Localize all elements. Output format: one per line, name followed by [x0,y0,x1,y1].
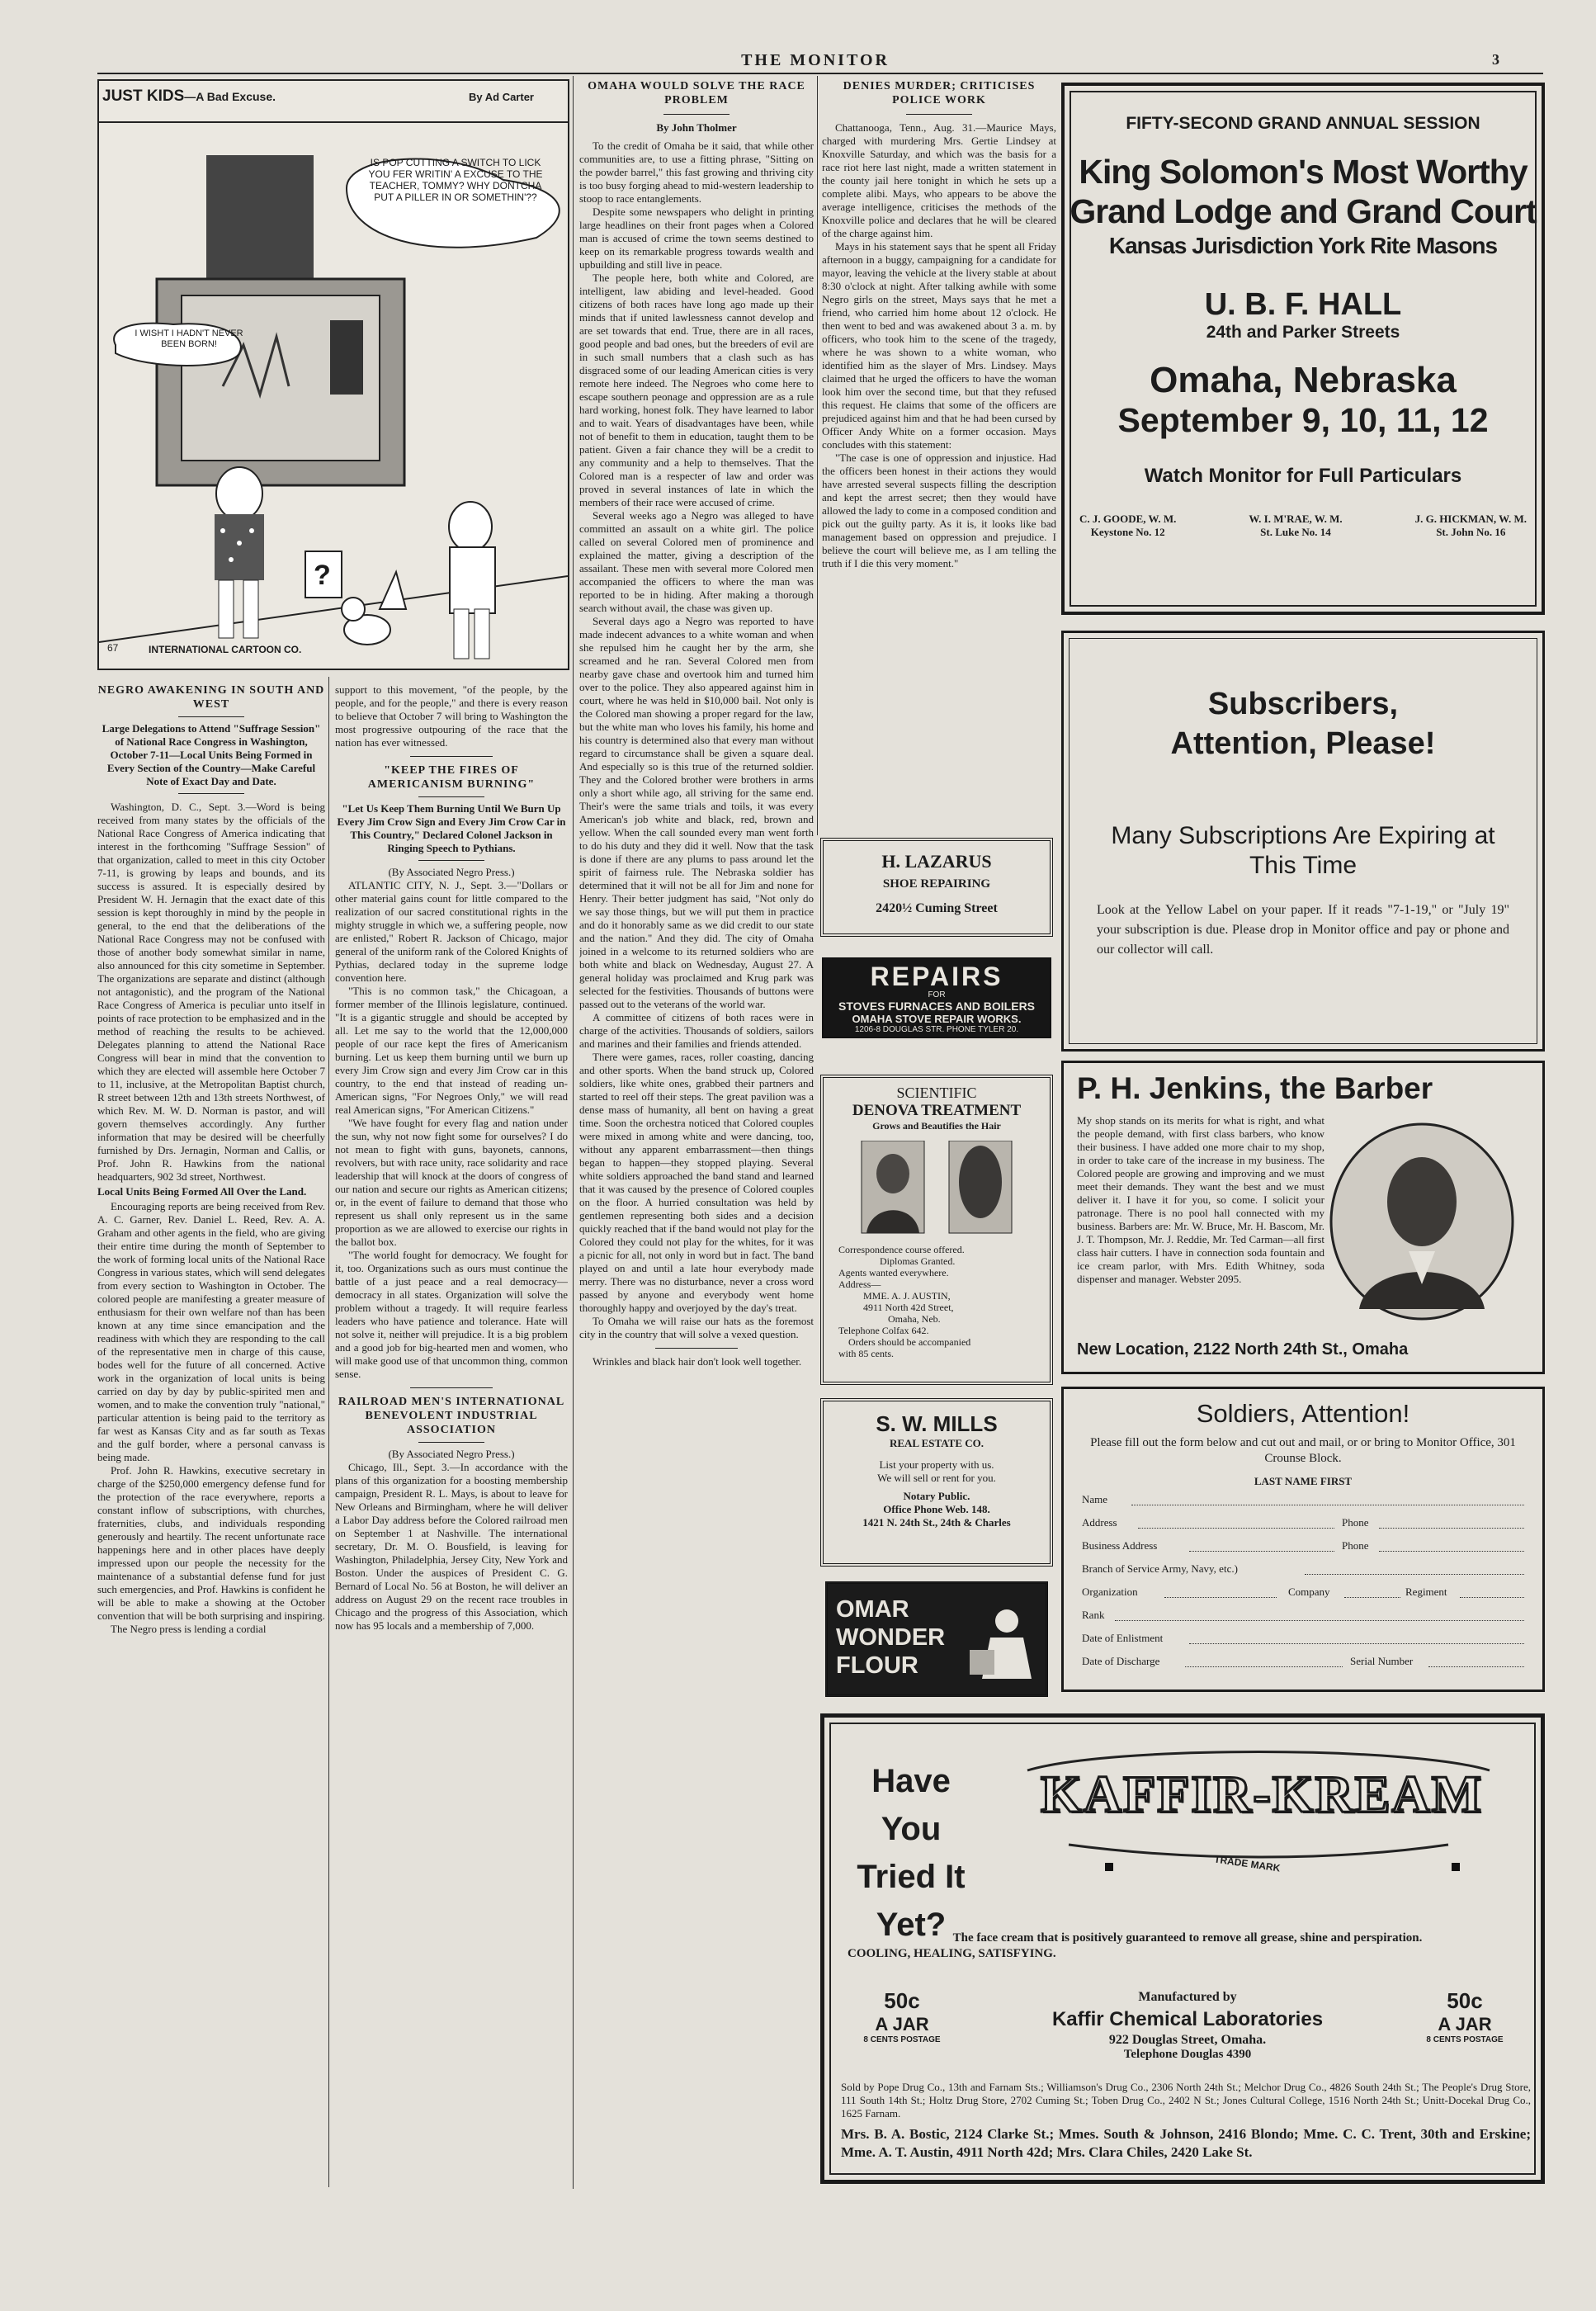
kaffir-price: 50c [884,1988,920,2013]
article-headline: NEGRO AWAKENING IN SOUTH AND WEST [97,684,325,711]
omar-figure-icon [970,1600,1044,1683]
ad-denova-line: Correspondence course offered. [838,1244,965,1255]
ad-repairs [822,957,1051,1038]
ad-kaffir-kream [820,1713,1545,2184]
column-divider [817,76,818,835]
column-1 [97,683,325,2194]
business-phone-field[interactable] [1379,1551,1524,1552]
form-label: Regiment [1405,1586,1447,1598]
form-label: Name [1082,1493,1108,1505]
article-headline: "KEEP THE FIRES OF AMERICANISM BURNING" [367,764,536,791]
officer-name: C. J. GOODE, W. M. [1079,513,1177,525]
ad-grand-lodge [1061,83,1545,615]
ad-mills-line: 1421 N. 24th St., 24th & Charles [862,1516,1011,1529]
ad-lazarus [820,838,1053,937]
kaffir-price: 50c [1447,1988,1483,2013]
article-paragraph: Washington, D. C., Sept. 3.—Word is being received from many states by the officials of the National Race Congress of America indicating that interest in the forthcoming "Suffrage Session" of that organization, called to meet in this city October 7-11, is growing by leaps and bounds, and its success is assured. It is especially desired by President W. H. Jernagin that the exact date of this session is kept thoroughly in mind by the people in general, to the end that the deliberations of the National Race Congress may not be confused with those of another body somewhat similar in name, also announced for this city sometime in September. The organizations are separate and distinct (although not antagonistic), and the program of the National Race Congress of America is peculiar unto itself in points of race protection to be emphasized and in the method of reaching the results to be achieved. Delegates planning to attend the National Race Congress will bear in mind that the convention to which they are elected will assemble here October 7 to 11, inclusive, at the Metropolitan Baptist church, R street between 12th and 13th streets Northwest, of which Rev. M. W. D. Norman is pastor, and will govern themselves accordingly. Any further information that may be desired will be cheerfully furnished by Drs. Jernagin, Norman and Callis, or Prof. John R. Hawkins from the national headquarters, 902 3d street, Northwest. [97,801,325,1183]
kaffir-question-3: Yet? [876,1907,947,1943]
ad-denova-tagline: Grows and Beautifies the Hair [872,1120,1001,1132]
ad-grand-top: FIFTY-SECOND GRAND ANNUAL SESSION [1126,114,1480,133]
ad-denova-portraits [833,1141,1040,1240]
officer-lodge: St. Luke No. 14 [1260,526,1331,538]
barber-location: New Location, 2122 North 24th St., Omaha [1077,1340,1409,1359]
ad-grand-city: Omaha, Nebraska [1150,360,1457,400]
article-deck: "Let Us Keep Them Burning Until We Burn Up Every Jim Crow Sign and Every Jim Crow Car in This Country," Declared Colonel Jackson in Ringing Speech to Pythians. [337,802,566,854]
form-label: Business Address [1082,1539,1158,1552]
regiment-field[interactable] [1460,1597,1524,1598]
article-paragraph: "The world fought for democracy. We fought for it, too. Organizations such as ours must continue the battle of a just peace and a real democracy—democracy in all states. Organization will solve the problem without a tragedy. It will require fearless leaders who have patience and tolerance. Hate will not solve it, neither will prejudice. It is a big problem and a good job for big-hearted men and women, who will make good use of that uncommon thing, common sense. [335,1249,568,1380]
ad-repairs-line1: STOVES FURNACES AND BOILERS [838,1000,1036,1013]
officer-name: J. G. HICKMAN, W. M. [1414,513,1527,525]
article-paragraph: To the credit of Omaha be it said, that while other communities are, to use a fitting phrase, "Sitting on the powder barrel," this fast growing and thriving city is too busy forging ahead to mid-western leadership to stoop to race entanglements. [579,139,814,205]
comic-balloon-2: I WISHT I HADN'T NEVER BEEN BORN! [135,328,243,349]
article-headline: OMAHA WOULD SOLVE THE RACE PROBLEM [588,80,805,106]
address-field[interactable] [1138,1528,1334,1529]
ad-lazarus-address: 2420½ Cuming Street [876,901,998,915]
kaffir-telephone: Telephone Douglas 4390 [1123,2048,1252,2061]
column-2 [335,683,568,2194]
ad-denova-line: MME. A. J. AUSTIN, [863,1290,951,1302]
soldiers-instructions: Please fill out the form below and cut out and mail, or or bring to Monitor Office, 301 Crounse Block. [1090,1436,1516,1465]
article-byline: By John Tholmer [656,121,737,134]
column-divider [573,76,574,2189]
masthead-title: THE MONITOR [741,51,890,69]
phone-field[interactable] [1379,1528,1524,1529]
rank-field[interactable] [1115,1620,1524,1621]
article-paragraph: "We have fought for every flag and nation under the sun, why not now fight some for ourselves? I do not mean to fight with guns, bayonets, cannons, revolvers, but with race unity, race solidarity and race leadership that will knock at the doors of congress of our nation and secure our rights as American citizens; or, in the event of failure to demand that those who represent us shall only represent us in the same proportion as we are allowed to exercise our rights in the ballot box. [335,1117,568,1248]
ad-omar-line: FLOUR [836,1652,918,1679]
article-paragraph: The Negro press is lending a cordial [111,1623,267,1635]
barber-portrait [1326,1119,1518,1324]
kaffir-agents: Mrs. B. A. Bostic, 2124 Clarke St.; Mmes. South & Johnson, 2416 Blondo; Mme. C. C. Trent, 30th and Erskine; Mme. A. T. Austin, 4911 North 42d; Mrs. Clara Chiles, 2420 Lake St. [841,2126,1531,2160]
comic-subtitle: —A Bad Excuse. [184,90,276,103]
article-paragraph: "This is no common task," the Chicagoan, a former member of the Illinois legislature, continued. "It is a gigantic struggle and should be accepted by all. Let me say to the world that the 12,000,000 people of our race kept the fires of Americanism burning. Let us keep them burning until we burn up every Jim Crow sign and every Jim Crow car in this country, to the end that instead of reading un-American signs, "For Negroes Only," we will read real American signs, "For American Citizens." [335,985,568,1116]
ad-denova-line: Orders should be accompanied [848,1336,971,1348]
kaffir-company: Kaffir Chemical Laboratories [1051,2008,1324,2030]
ad-mills-sub: REAL ESTATE CO. [889,1437,985,1449]
article-paragraph: Despite some newspapers who delight in printing large headlines on their front pages when a Colored man is accused of crime the town seems destined to keep on its remarkable progress towards wealth and upbuilding and still live in peace. [579,206,814,271]
kaffir-jar: A JAR [875,2014,929,2035]
ad-omar-line: WONDER [836,1624,946,1651]
ad-grand-hall: U. B. F. HALL [1204,287,1402,322]
comic-strip [97,79,569,670]
kaffir-sold-by: Sold by Pope Drug Co., 13th and Farnam Sts.; Williamson's Drug Co., 2306 North 24th St.; Melchor Drug Co., 4826 South 24th St.; The People's Drug Store, 111 South 14th St.; Holtz Drug Store, 2702 Cuming St.; Toben Drug Co., 2402 N St.; Jones Cultural College, 1516 North 24th St.; Unitt-Docekal Drug Co., 1625 Farnam. [841,2081,1531,2120]
ad-denova-line: Omaha, Neb. [888,1313,941,1325]
subs-body: Look at the Yellow Label on your paper. If it reads "7-1-19," or "July 19" your subscription is due. Please drop in Monitor office and pay or phone and our collector will call. [1097,903,1509,957]
ad-repairs-line3: 1206-8 DOUGLAS STR. PHONE TYLER 20. [854,1025,1019,1034]
page-number: 3 [1492,51,1499,68]
ad-denova-line: Diplomas Granted. [880,1255,956,1267]
officer-lodge: Keystone No. 12 [1090,526,1165,538]
ad-denova-title1: SCIENTIFIC [896,1085,977,1101]
form-label: Address [1082,1516,1117,1529]
article-paragraph: ATLANTIC CITY, N. J., Sept. 3.—"Dollars or other material gains count for little compared to the realization of our sacred constitutional rights in the mighty struggle in which we, a suffering people, now are enlisted," Robert R. Jackson of Chicago, major general of the uniform rank of the Colored Knights of Pythias, declared today in the supreme lodge convention here. [335,879,568,984]
article-paragraph: Prof. John R. Hawkins, executive secretary in charge of the $250,000 emergency defense fund for the protection of the race everywhere, reports a constant inflow of subscriptions, with churches, fraternities, clubs, and individuals responding generously and heartily. The recent unfortunate race happenings here and in other places have deeply impressed upon our people the necessity for the maintenance of a substantial defense fund for just such emergencies, and Prof. Hawkins is confident he will be able to make a showing at the October convention that will be both surprising and inspiring. [97,1464,325,1622]
branch-field[interactable] [1305,1574,1524,1575]
company-field[interactable] [1344,1597,1400,1598]
ad-omar-line: OMAR [836,1596,909,1623]
barber-body: My shop stands on its merits for what is right, and what the people demand, with first class barbers, who know their business. I have added one more chair to my shop, in order to take care of the increase in my business. The Colored people are growing and improving and we must meet their demands. They want the best and we must deliver it. I have it for you, so come. I solicit your patronage. There is no pool hall connected with my business. Barbers are: Mr. W. Bruce, Mr. H. Bascom, Mr. J. T. Thompson, Mr. J. Reddie, Mr. Ted Carman—all first class hair cutters. I have in connection soda fountain and ice cream parlor, with Mrs. Edith Whitney, soda dispenser and manager. Webster 2095. [1077,1114,1324,1285]
kaffir-tagline: COOLING, HEALING, SATISFYING. [848,1947,1056,1960]
ad-denova-line: 4911 North 42d Street, [863,1302,954,1313]
masthead-rule [97,73,1543,74]
form-label: Branch of Service Army, Navy, etc.) [1082,1562,1238,1575]
form-label: Phone [1342,1539,1369,1552]
ad-grand-streets: 24th and Parker Streets [1206,323,1400,342]
ad-mills-line: Notary Public. [903,1490,970,1502]
form-label: Date of Discharge [1082,1655,1160,1667]
form-label: Phone [1342,1516,1369,1529]
ad-mills-line: Office Phone Web. 148. [883,1503,990,1515]
ad-barber [1061,1061,1545,1374]
kaffir-postage: 8 CENTS POSTAGE [863,2035,941,2044]
column-3 [579,79,814,2192]
ad-lazarus-name: H. LAZARUS [881,851,992,872]
comic-balloon-1: IS POP CUTTING A SWITCH TO LICK YOU FER WRITIN' A EXCUSE TO THE TEACHER, TOMMY? WHY DONTCHA PUT A PILLER IN OR SOMETHIN'?? [368,157,543,203]
article-paragraph: Several days ago a Negro was reported to have made indecent advances to a white woman and when she repulsed him he caught her by the arm, she screamed and he ran. Several Colored men from nearby gave chase and overtook him and turned him over to the police. They also appeared against him in court, where he was held in $10,000 bail. Not only is the Colored man showing a proper regard for the law, but the white man who loves his family, his home and his country is determined also that every man without regard to circumstance shall be given a square deal. And especially so is this true of the returned soldier. They and the Colored brother were brothers in arms only a short while ago, all striving for the same end. Their's were the same trials and toils, it was every American's job white and black, red, brown and yellow. When the call sounded every man went forth to do his duty and they did it well. Now that the task is done if there are any plums to pass around let the spirit of fairness rule. The Nebraska soldier has determined that it will not be all for Jim and none for Henry. Their better judgment has said, "Not only do we say those things, but we will put them in practice and do it honorably same as we did credit to our state and the nation." And they did. The city of Omaha joined in a welcome to its returned soldiers who are both white and black on Wednesday, August 27. A general holiday was proclaimed and Krug park was selected for the festivities. Thousands of buttons were passed out to the veterans of the world war. [579,615,814,1010]
comic-number: 67 [107,642,119,654]
ad-mills-line: We will sell or rent for you. [877,1472,996,1484]
business-address-field[interactable] [1189,1551,1334,1552]
article-paragraph: A committee of citizens of both races were in charge of the activities. Thousands of soldiers, sailors and marines and their families and friends attended. [579,1011,814,1050]
article-byline: (By Associated Negro Press.) [388,866,515,878]
kaffir-address: 922 Douglas Street, Omaha. [1108,2033,1267,2047]
article-paragraph: The people here, both white and Colored, are intelligent, law abiding and level-headed. Good citizens of both races have long ago made up their minds that if united lawlessness cannot develop and are set towards that end. True, there are in all races, good people and bad ones, but the breeders of evil are in such small numbers that a clash such as has disgraced some of our leading American cities is very remote here indeed. The Negroes who come here to escape southern peonage and oppression are as a rule hard working, honest folk. They have learned to labor and to wait. Years of disadvantages have been, while not of benefit to them in education, taught them to be patient. Given a fair chance they will be a credit to any community and a help to themselves. That the Colored man is a respecter of law and order was proved in several instances of late in which the members of their race were accused of crime. [579,272,814,508]
ad-mills [820,1398,1053,1567]
kaffir-jar: A JAR [1438,2014,1492,2035]
article-subhead: Local Units Being Formed All Over the Land. [97,1185,307,1198]
article-headline: DENIES MURDER; CRITICISES POLICE WORK [843,80,1036,106]
ad-repairs-line2: OMAHA STOVE REPAIR WORKS. [852,1013,1022,1025]
ad-denova-line: with 85 cents. [838,1348,894,1359]
ad-grand-line1: King Solomon's Most Worthy [1079,153,1528,191]
organization-field[interactable] [1164,1597,1277,1598]
ad-omar-flour [825,1581,1048,1697]
soldiers-title: Soldiers, Attention! [1196,1399,1410,1428]
officer-lodge: St. John No. 16 [1436,526,1506,538]
form-label: Company [1288,1586,1330,1598]
ad-mills-name: S. W. MILLS [876,1411,998,1436]
form-label: Serial Number [1350,1655,1414,1667]
article-headline: RAILROAD MEN'S INTERNATIONAL BENEVOLENT INDUSTRIAL ASSOCIATION [338,1396,565,1436]
kaffir-brand: KAFFIR-KREAM [1041,1765,1483,1823]
ad-repairs-for: FOR [928,990,946,1000]
ad-denova-line: Agents wanted everywhere. [838,1267,949,1278]
subs-title-1: Subscribers, [1207,687,1399,721]
kaffir-postage: 8 CENTS POSTAGE [1426,2035,1504,2044]
barber-title: P. H. Jenkins, the Barber [1077,1071,1433,1105]
article-paragraph: Chattanooga, Tenn., Aug. 31.—Maurice Mays, charged with murdering Mrs. Gertie Lindsey at Knoxville Saturday, and which was the basis for a race riot here last night, made a written statement in the county jail here tonight in which he sets up a complete alibi. Mays, who appears to be above the average intelligence, criticises the methods of the Knoxville police and declares that he will be cleared of the charge against him. [822,121,1056,239]
column-divider [328,677,329,2187]
article-paragraph: To Omaha we will raise our hats as the foremost city in the country that will solve a vexed question. [579,1315,814,1340]
officer-name: W. I. M'RAE, W. M. [1249,513,1343,525]
form-label: Organization [1082,1586,1138,1598]
comic-question-mark: ? [314,560,331,591]
ad-denova-line: Address— [838,1278,881,1290]
soldiers-form [1061,1387,1545,1692]
enlistment-date-field[interactable] [1189,1643,1524,1644]
comic-title: JUST KIDS [102,87,185,105]
kaffir-desc: The face cream that is positively guaranteed to remove all grease, shine and perspiration. [952,1931,1423,1945]
kaffir-mfg: Manufactured by [1138,1990,1237,2004]
ad-denova-line: Telephone Colfax 642. [838,1325,929,1336]
kaffir-trademark: TRADE MARK [1213,1853,1282,1874]
ad-grand-line3: Kansas Jurisdiction York Rite Masons [1108,233,1498,258]
article-byline: (By Associated Negro Press.) [388,1448,515,1460]
soldiers-last-name-first: LAST NAME FIRST [1254,1475,1353,1487]
discharge-date-field[interactable] [1185,1666,1343,1667]
kaffir-question-2: Tried It [857,1859,966,1895]
article-paragraph: Mays in his statement says that he spent all Friday afternoon in a buggy, campaigning for a candidate for mayor, leaving the vehicle at the livery stable at about 8:30 o'clock at night. After talking awhile with some Negro girls on the street, Mays says that he met a friend, who carried him home about 12 o'clock. He then went to bed and was awakened about 3 a. m. by officers, who took him to the scene of the tragedy, where he was shown to a white woman, who identified him as the slayer of Mrs. Lindsey. Mays claimed that he urged the officers to have the woman look him over the second time, but that they refused this request. He claims that some of the officers are prejudiced against him and that he had been cursed by Officer Andy White on a former occasion. Mays concludes with this statement: [822,240,1056,451]
comic-credit: INTERNATIONAL CARTOON CO. [149,644,302,655]
serial-number-field[interactable] [1428,1666,1524,1667]
ad-denova-title2: DENOVA TREATMENT [852,1102,1022,1119]
ad-grand-watch: Watch Monitor for Full Particulars [1144,465,1462,487]
article-deck: Large Delegations to Attend "Suffrage Session" of National Race Congress in Washington, October 7-11—Local Units Being Formed in Every Section of the Country—Make Careful Note of Exact Day and Date. [102,722,321,787]
form-label: Rank [1082,1609,1105,1621]
article-paragraph: "The case is one of oppression and injustice. Had the officers been honest in their actions they would have arrested several suspects filling the description and kept the arrest secret; then they would have allowed the lady to come in a composed condition and pick out the guilty party. As it is, it looks like bad management based on oppression and prejudice. I believe the court will believe me, as I am telling the truth if I die this very moment." [822,451,1056,569]
comic-byline: By Ad Carter [469,91,534,103]
article-paragraph: Chicago, Ill., Sept. 3.—In accordance with the plans of this organization for a boosting membership campaign, President R. L. Mays, is about to leave for New Orleans and Birmingham, where he will deliver a Labor Day address before the Colored railroad men on September 1 at Nashville. The international secretary, Dr. M. O. Bousfield, is leaving for Washington, Philadelphia, Jersey City, New York and Boston. Under the auspices of President C. G. Bernard of Local No. 56 at Boston, he will deliver an address on August 29 on the recent race troubles in Chicago and the progress of this Association, which now has 95 locals and a membership of 7,000. [335,1461,568,1632]
article-paragraph: There were games, races, roller coasting, dancing and other sports. When the band struck up, Colored soldiers, like white ones, grabbed their partners and started to reel off their steps. The great pavilion was a dense mass of humanity, all bent on having a great time. Soon the orchestra noticed that Colored couples were mixed in among white and were dancing, too, without any apparent embarrassment—then things began to happen—they stopped playing. Several white soldiers approached the band stand and learned that it was caused by the presence of Colored couples on the floor. A hurried consultation was held by gentlemen representing both sides and a decision quickly reached that if the band would not play for the Colored they could not play for the whites, for it was a picnic for all, not only in word but in fact. The band played on and until a late hour everybody made merry. There was no disturbance, never a cross word passed by anyone and everybody went home thoroughly happy and overjoyed by the day's treat. [579,1051,814,1314]
subs-expiring: Many Subscriptions Are Expiring at This Time [1111,822,1495,879]
subs-title-2: Attention, Please! [1170,726,1436,761]
ad-grand-line2: Grand Lodge and Grand Court [1070,192,1537,230]
article-paragraph: Several weeks ago a Negro was alleged to have committed an assault on a white girl. The police called on several Colored men of prominence and explained the matter, giving a description of the assailant. These men with several more Colored men accompanied the officers to where the man was reported to be in hiding. After making a thorough search without avail, the chase was given up. [579,509,814,614]
ad-denova [820,1075,1053,1385]
ad-repairs-title: REPAIRS [870,962,1003,991]
kaffir-question-1: Have You [871,1763,951,1847]
ad-mills-line: List your property with us. [879,1458,994,1471]
column-4 [822,79,1056,832]
article-paragraph: Encouraging reports are being received from Rev. A. C. Garner, Rev. Daniel L. Reed, Rev. A. A. Graham and other agents in the field, who are giving their entire time during the month of September to the work of forming local units of the National Race Congress in various states, which will send delegates from every section to Washington in October. The colored people are manifesting a greater measure of enthusiasm for their own welfare nof than has been known at any time since emancipation and the readiness with which they are responding to the call of the representative men in charge of this cause, bodes well for the future of all concerned. Active work in the organization of local units is being carried on day by day by public-spirited men and women, and to make the convention truly "national," particular attention is being paid to the territory as far west as Kansas City and as far south as Texas and the gulf border, where a personal canvass is being made. [97,1200,325,1463]
form-label: Date of Enlistment [1082,1632,1164,1644]
ad-subscribers [1061,631,1545,1052]
ad-lazarus-line: SHOE REPAIRING [882,877,991,891]
filler-paragraph: Wrinkles and black hair don't look well together. [593,1355,802,1368]
article-paragraph: support to this movement, "of the people, by the people, and for the people," and there is every reason to believe that October 7 will bring to Washington the most progressive outpouring of the race that the nation has ever witnessed. [335,683,568,749]
ad-grand-dates: September 9, 10, 11, 12 [1117,401,1489,439]
